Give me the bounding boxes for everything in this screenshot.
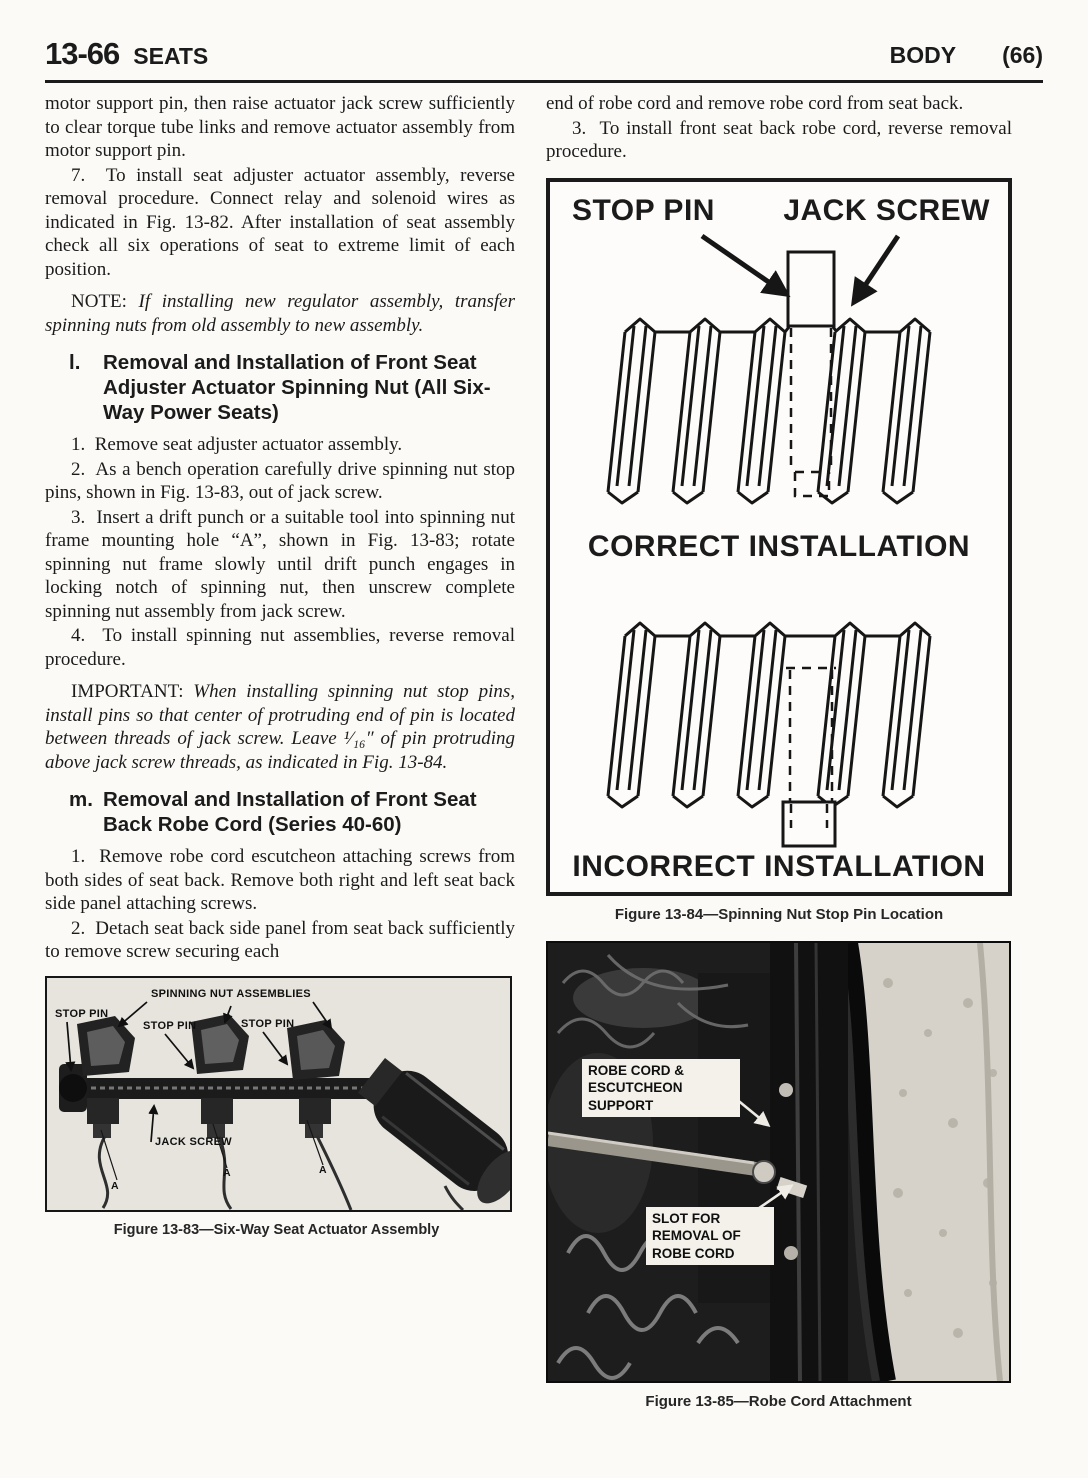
hole-a-marker: A: [223, 1166, 231, 1179]
header-rule: [45, 80, 1043, 83]
section-title-text: Removal and Installation of Front Seat Back Robe Cord (Series 40-60): [103, 788, 477, 836]
section-heading-m: [69, 787, 515, 837]
step-l-1: 1. Remove seat adjuster actuator assembly.: [71, 434, 403, 455]
page-header: [45, 36, 1043, 78]
incorrect-installation-drawing: [550, 576, 1008, 854]
right-column: [546, 92, 1012, 1410]
figure-13-83-photo: [45, 976, 512, 1212]
note-text: If installing new regulator assembly, transfer spinning nuts from old assembly to new assembly.: [45, 291, 515, 336]
actuator-assembly-illustration: [47, 978, 510, 1210]
stop-pin-label: STOP PIN: [572, 193, 715, 227]
step-l-3: 3. Insert a drift punch or a suitable tool into spinning nut frame mounting hole “A”, shown in Fig. 13-83; rotate spinning nut frame slowly until drift punch engages in locking notch of spinning nut, then unscrew complete spinning nut assembly from jack screw.: [45, 506, 515, 622]
correct-installation-drawing: [550, 232, 1008, 524]
section-heading-l: [69, 350, 515, 425]
step-7: 7. To install seat adjuster actuator assembly, reverse removal procedure. Connect relay and solenoid wires as indicated in Fig. 13-82. After installation of seat assembly check all six operations of seat to extreme limit of each position.: [45, 164, 515, 280]
note-paragraph: [45, 290, 515, 337]
page-number-right: (66): [1002, 42, 1043, 68]
figure-13-83-caption: Figure 13-83—Six-Way Seat Actuator Assembly: [113, 1221, 440, 1238]
incorrect-installation-label: INCORRECT INSTALLATION: [572, 849, 986, 883]
section-title: SEATS: [133, 43, 209, 69]
step-3: 3. To install front seat back robe cord, reverse removal procedure.: [546, 117, 1012, 162]
stop-pin-label: STOP PIN: [55, 1007, 109, 1020]
robe-cord-escutcheon-support-label: ROBE CORD & ESCUTCHEON SUPPORT: [582, 1059, 740, 1118]
step-m-2: 2. Detach seat back side panel from seat back sufficiently to remove screw securing each: [45, 917, 515, 962]
step-m-1: 1. Remove robe cord escutcheon attaching screws from both sides of seat back. Remove both right and left seat back side panel attaching screws.: [45, 846, 515, 914]
step-l-4: 4. To install spinning nut assemblies, reverse removal procedure.: [45, 625, 515, 670]
jack-screw-label: JACK SCREW: [155, 1135, 232, 1148]
hole-a-marker: A: [319, 1163, 327, 1176]
slot-for-removal-label: SLOT FOR REMOVAL OF ROBE CORD: [646, 1207, 774, 1266]
hole-a-marker: A: [111, 1179, 119, 1192]
paragraph-continuation: end of robe cord and remove robe cord from seat back.: [546, 93, 964, 114]
figure-13-84-diagram: [546, 178, 1012, 896]
section-letter: m.: [69, 788, 93, 811]
correct-installation-label: CORRECT INSTALLATION: [587, 529, 971, 563]
important-label: IMPORTANT:: [71, 681, 184, 702]
section-letter: l.: [69, 351, 81, 374]
chapter-title: BODY: [889, 42, 957, 68]
important-paragraph: [45, 680, 515, 774]
stop-pin-label: STOP PIN: [241, 1017, 295, 1030]
page-number-left: 13-66: [45, 36, 120, 71]
figure-13-85-photo: [546, 941, 1011, 1383]
stop-pin-label: STOP PIN: [143, 1019, 197, 1032]
important-text: When installing spinning nut stop pins, install pins so that center of protruding end of pin is located between threads of jack screw. Leave ¹⁄₁₆″ of pin protruding above jack screw threads, as indicated in Fig. 13-84.: [45, 681, 515, 773]
figure-13-85-caption: Figure 13-85—Robe Cord Attachment: [645, 1392, 912, 1410]
section-title-text: Removal and Installation of Front Seat Adjuster Actuator Spinning Nut (All Six-Way Power Seats): [103, 351, 491, 424]
figure-13-84-caption: Figure 13-84—Spinning Nut Stop Pin Location: [614, 905, 944, 923]
robe-cord-attachment-illustration: [548, 943, 1009, 1381]
note-label: NOTE:: [71, 291, 127, 312]
jack-screw-label: JACK SCREW: [783, 193, 990, 227]
left-column: [45, 92, 515, 1238]
spinning-nut-assemblies-label: SPINNING NUT ASSEMBLIES: [151, 987, 311, 1000]
step-l-2: 2. As a bench operation carefully drive spinning nut stop pins, shown in Fig. 13-83, out of jack screw.: [45, 458, 515, 503]
paragraph-continuation: motor support pin, then raise actuator jack screw sufficiently to clear torque tube links and remove actuator assembly from motor support pin.: [45, 93, 515, 161]
